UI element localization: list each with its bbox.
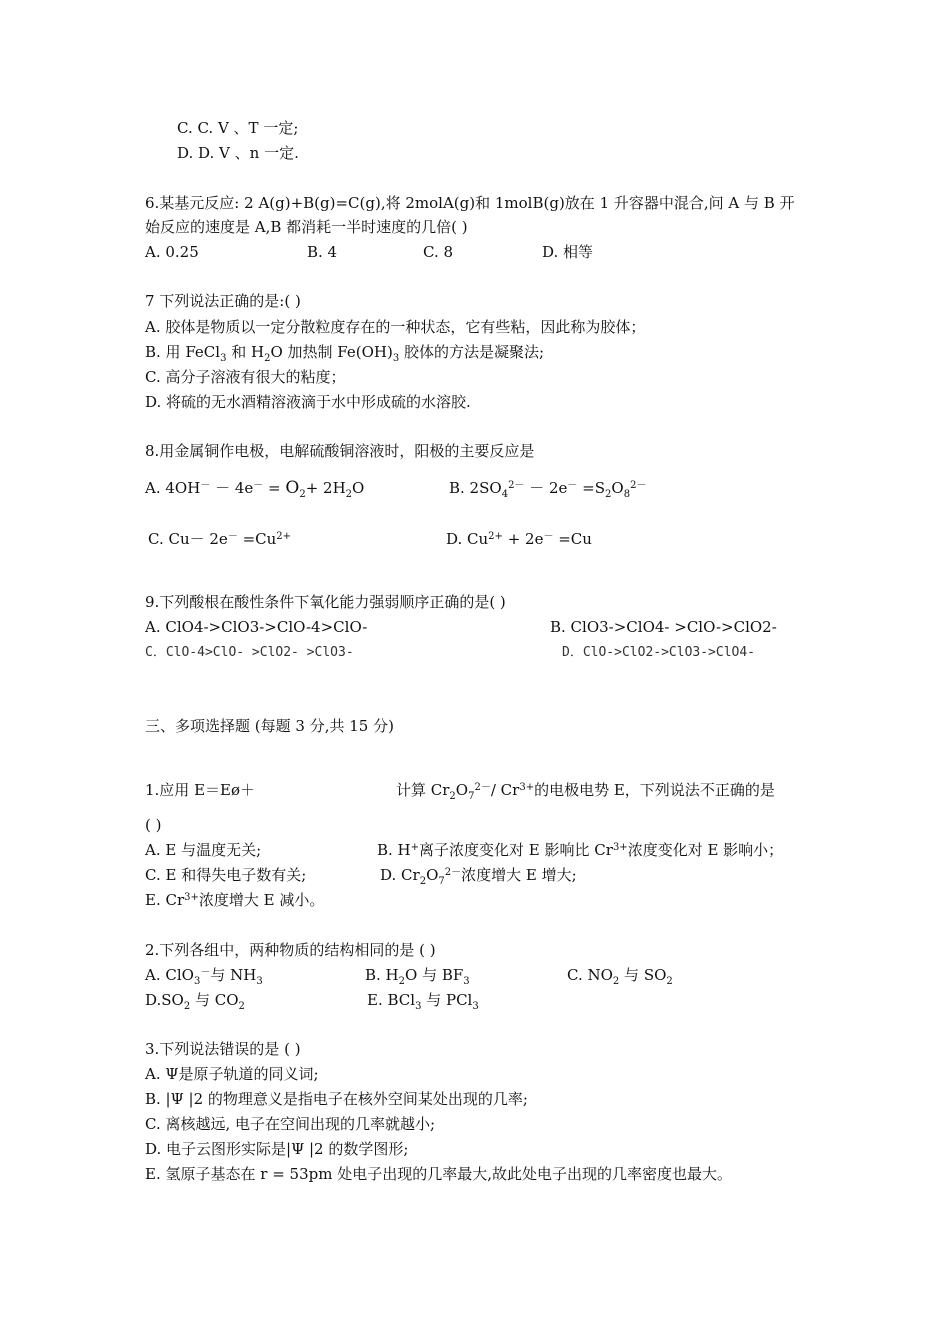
m1-option-c: C. E 和得失电子数有关; <box>145 866 307 884</box>
q8-option-c: C. $Cu- 2e^- =Cu^{2+}$ <box>148 530 292 548</box>
m3-option-d: D. 电子云图形实际是|Ψ |2 的数学图形; <box>145 1140 409 1158</box>
q7-option-a: A. 胶体是物质以一定分散粒度存在的一种状态，它有些粘，因此称为胶体； <box>145 318 646 336</box>
m2-option-d: $D.SO_2$ 与 $CO_2$ <box>145 991 245 1012</box>
m1-option-b: B. H+离子浓度变化对 E 影响比 $Cr^{3+}$浓度变化对 E 影响小； <box>377 841 784 859</box>
q5-option-c: C. C. V 、T 一定; <box>177 119 299 137</box>
m3-option-e: E. 氢原子基态在 r = 53pm 处电子出现的几率最大,故此处电子出现的几率密度也最大。 <box>145 1165 732 1183</box>
m1-answer-paren: ( ) <box>145 816 162 834</box>
m1-option-e: E. $Cr^{3+}$浓度增大 E 减小。 <box>145 891 325 909</box>
m2-option-b: B. $H_2O$ 与 $BF_3$ <box>365 966 470 987</box>
m3-option-a: A. Ψ是原子轨道的同义词; <box>145 1065 319 1083</box>
q6-stem-line2: 始反应的速度是 A,B 都消耗一半时速度的几倍( ) <box>145 218 468 236</box>
m1-stem-right: 计算 $Cr_2O_7^{2-}/$ $Cr^{3+}$的电极电势 E，下列说法不正确的是 <box>396 781 775 802</box>
q7-stem: 7 下列说法正确的是:( ) <box>145 292 301 310</box>
q5-option-d: D. D. V 、n 一定. <box>177 144 299 162</box>
q7-option-d: D. 将硫的无水酒精溶液滴于水中形成硫的水溶胶. <box>145 393 471 411</box>
q7-option-b: B. 用 FeCl$_3$ 和 $H_2O$ 加热制 $Fe(OH)_3$ 胶体的方法是凝聚法; <box>145 343 545 364</box>
m2-option-e: E. BCl$_3$ 与 PCl$_3$ <box>367 991 479 1012</box>
q8-option-b: B. $2SO_4^{2-} - 2e^- =S_2O_8^{2-}$ <box>449 479 647 500</box>
q6-stem-line1: 6.某基元反应: 2 A(g)+B(g)=C(g),将 2molA(g)和 1molB(g)放在 1 升容器中混合,问 A 与 B 开 <box>145 194 795 212</box>
q8-option-a: A. $4OH^- - 4e^- = O_2+ 2H_2O$ <box>145 478 365 500</box>
q8-option-d: D. $Cu^{2+} + 2e^- =Cu$ <box>446 530 592 548</box>
m3-option-b: B. |Ψ |2 的物理意义是指电子在核外空间某处出现的几率; <box>145 1090 528 1108</box>
q6-option-b: B. 4 <box>307 243 338 261</box>
m3-stem: 3.下列说法错误的是 ( ) <box>145 1040 301 1058</box>
m2-stem: 2.下列各组中，两种物质的结构相同的是 ( ) <box>145 941 436 959</box>
m1-option-d: D. $Cr_2O_7^{2-}$浓度增大 E 增大; <box>380 866 577 887</box>
q9-option-d: D．ClO->ClO2->ClO3->ClO4- <box>562 645 756 660</box>
q7-option-c: C. 高分子溶液有很大的粘度； <box>145 368 346 386</box>
q9-stem: 9.下列酸根在酸性条件下氧化能力强弱顺序正确的是( ) <box>145 593 506 611</box>
q8-stem: 8.用金属铜作电极，电解硫酸铜溶液时，阳极的主要反应是 <box>145 442 535 460</box>
q6-option-a: A. 0.25 <box>145 243 199 261</box>
q6-option-c: C. 8 <box>423 243 454 261</box>
q9-option-c: C．ClO-4>ClO- >ClO2- >ClO3- <box>145 645 354 660</box>
m1-option-a: A. E 与温度无关; <box>145 841 262 859</box>
m2-option-a: A. ClO$_3$－与 $NH_3$ <box>145 966 263 987</box>
m3-option-c: C. 离核越远, 电子在空间出现的几率就越小; <box>145 1115 436 1133</box>
q9-option-b: B. ClO3->ClO4- >ClO->ClO2- <box>550 618 777 636</box>
q6-option-d: D. 相等 <box>542 243 594 261</box>
q9-option-a: A. ClO4->ClO3->ClO-4>ClO- <box>145 618 368 636</box>
section-3-heading: 三、多项选择题 (每题 3 分,共 15 分) <box>145 717 394 735</box>
m2-option-c: C. $NO_2$ 与 $SO_2$ <box>567 966 673 987</box>
m1-stem-left: 1.应用 E＝Eø＋ <box>145 781 256 799</box>
